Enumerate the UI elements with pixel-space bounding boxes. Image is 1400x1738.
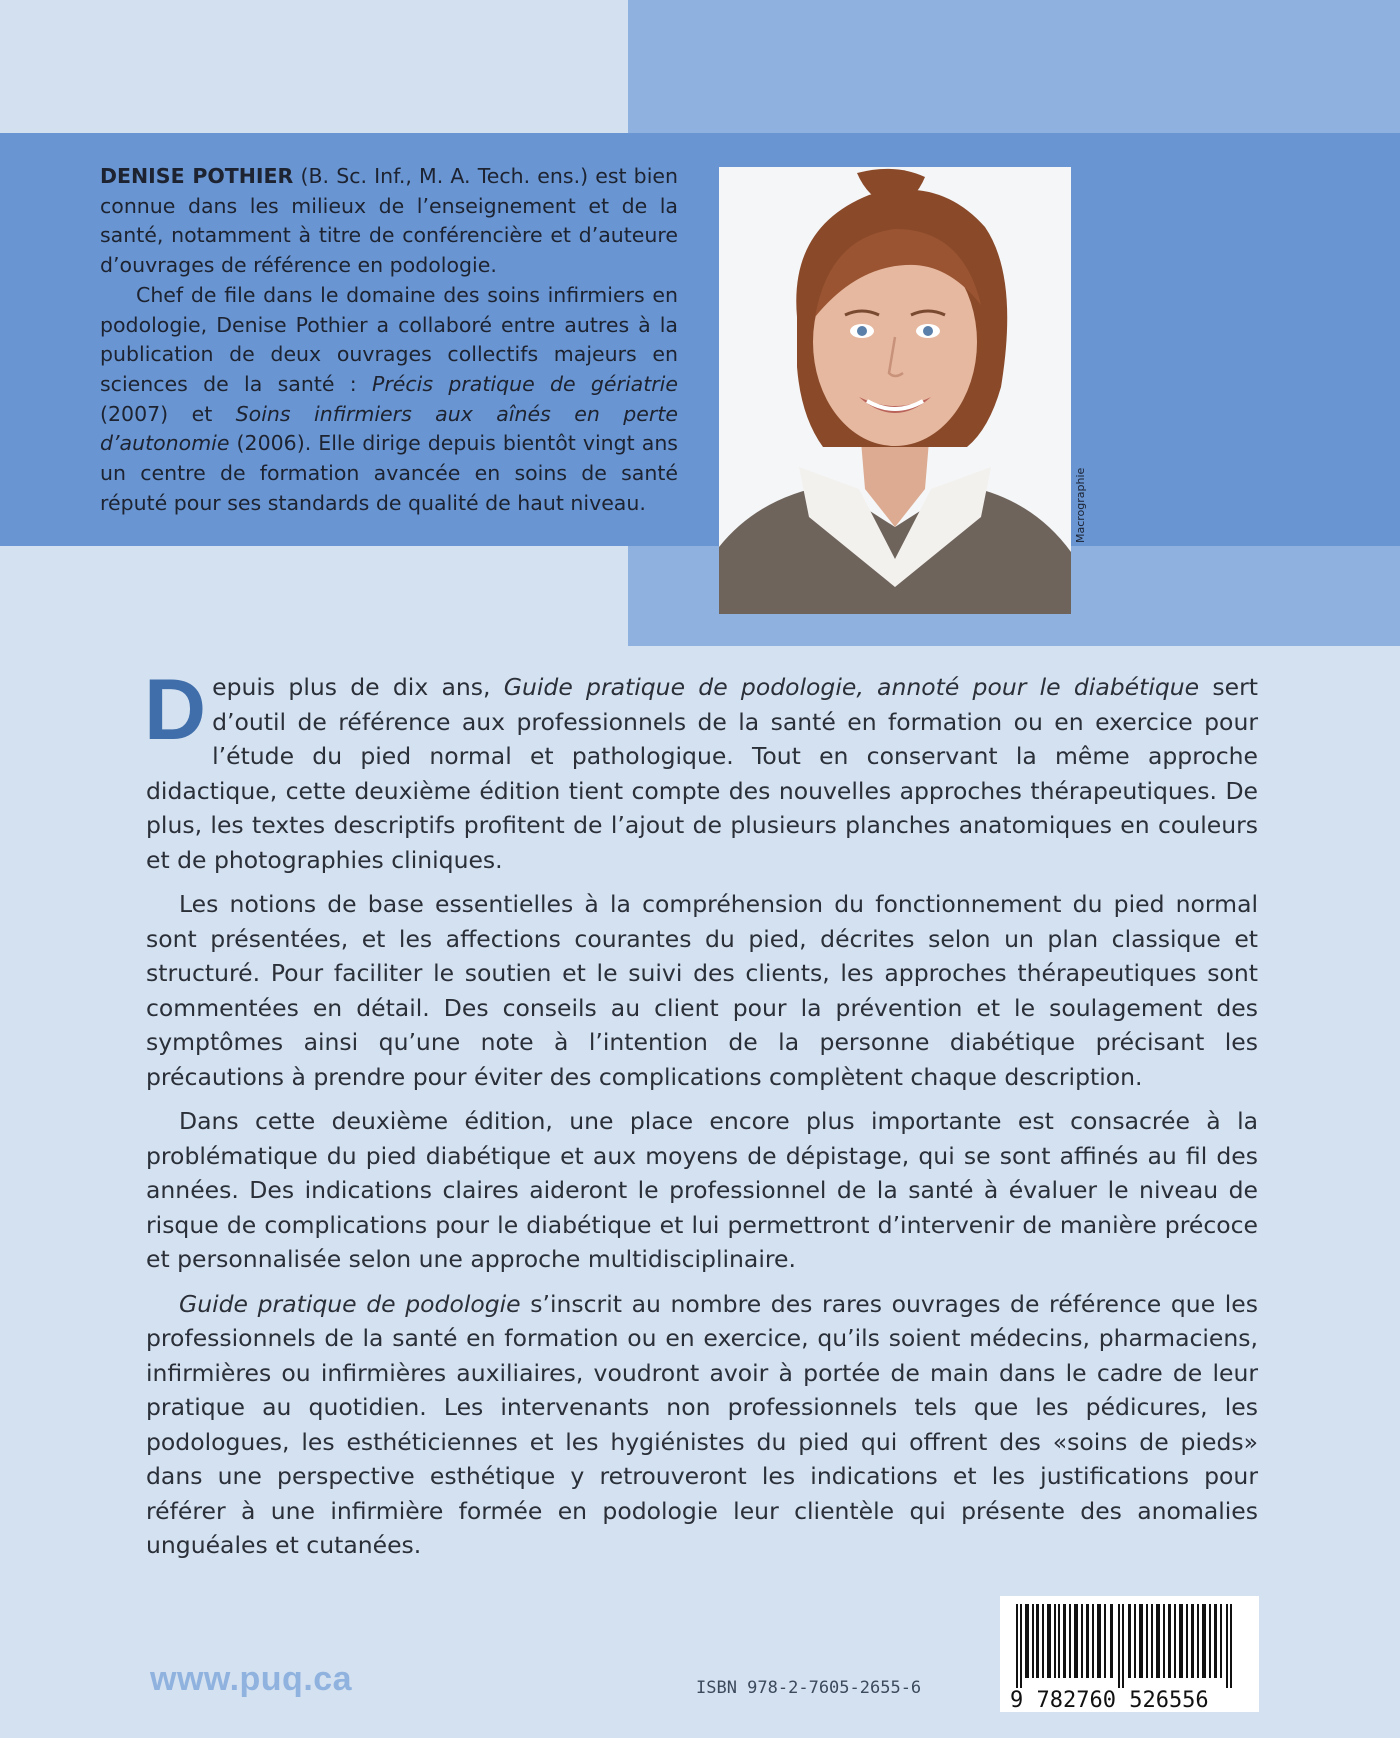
book-title-short: Guide pratique de podologie <box>179 1289 521 1318</box>
bio-paragraph-2 <box>100 281 678 519</box>
barcode-digits: 9 782760 526556 <box>1010 1688 1209 1713</box>
description-paragraph-1 <box>144 662 1258 877</box>
author-photo <box>719 167 1071 614</box>
description-text-1a: epuis plus de dix ans, <box>212 673 504 701</box>
bio-text-2b: (2007) et <box>100 401 236 426</box>
book-title-soins-infirmiers: Soins infirmiers aux aînés en perte d’autonomie <box>100 401 678 456</box>
bio-text-2c: (2006). Elle dirige depuis bientôt vingt ans un centre de formation avancée en soins de santé réputé pour ses standards de qualité de haut niveau. <box>100 431 678 515</box>
photo-credit: Macrographie <box>1074 467 1087 543</box>
author-bio <box>100 162 678 518</box>
top-left-background <box>0 0 628 133</box>
bio-text-1: (B. Sc. Inf., M. A. Tech. ens.) est bien connue dans les milieux de l’enseignement et de la santé, notamment à titre de conférencière et d’auteure d’ouvrages de référence en podologie. <box>100 164 678 278</box>
isbn-label: ISBN 978-2-7605-2655-6 <box>696 1678 922 1698</box>
book-title-geriatrie: Précis pratique de gériatrie <box>371 371 678 396</box>
bio-text-2a: Chef de file dans le domaine des soins infirmiers en podologie, Denise Pothier a collaboré entre autres à la publication de deux ouvrages collectifs majeurs en sciences de la santé : <box>100 282 678 396</box>
description-paragraph-2: Les notions de base essentielles à la compréhension du fonctionnement du pied normal sont présentées, et les affections courantes du pied, décrites selon un plan classique et structuré. Pour faciliter le soutien et le suivi des clients, les approches thérapeutiques sont commentées en détail. Des conseils au client pour la prévention et le soulagement des symptômes ainsi qu’une note à l’intention de la personne diabétique précisant les précautions à prendre pour éviter des complications complètent chaque description. <box>146 890 1258 1091</box>
publisher-url[interactable]: www.puq.ca <box>150 1660 353 1698</box>
bio-paragraph-1 <box>100 162 678 281</box>
description-paragraph-4 <box>146 1287 1258 1563</box>
book-title-main: Guide pratique de podologie, annoté pour le diabétique <box>503 673 1200 701</box>
description-text-1b: sert d’outil de référence aux professionnels de la santé en formation ou en exercice pour l’étude du pied normal et pathologique. Tout en conservant la même approche didactique, cette deuxième édition tient compte des nouvelles approches thérapeutiques. De plus, les textes descriptifs profitent de l’ajout de plusieurs planches anatomiques en couleurs et de photographies cliniques. <box>146 673 1258 874</box>
book-description <box>144 662 1258 1573</box>
description-text-4: s’inscrit au nombre des rares ouvrages de référence que les professionnels de la santé en formation ou en exercice, qu’ils soient médecins, pharmaciens, infirmières ou infirmières auxiliaires, voudront avoir à portée de main dans le cadre de leur pratique au quotidien. Les intervenants non professionnels tels que les pédicures, les podologues, les esthéticiennes et les hygiénistes du pied qui offrent des «soins de pieds» dans une perspective esthétique y retrouveront les indications et les justifications pour référer à une infirmière formée en podologie leur clientèle qui présente des anomalies unguéales et cutanées. <box>146 1289 1258 1559</box>
author-name: DENISE POTHIER <box>100 164 294 188</box>
barcode-bars <box>1000 1596 1259 1688</box>
top-right-background <box>628 0 1400 133</box>
description-paragraph-3: Dans cette deuxième édition, une place encore plus importante est consacrée à la problématique du pied diabétique et aux moyens de dépistage, qui se sont affinés au fil des années. Des indications claires aideront le professionnel de la santé à évaluer le niveau de risque de complications pour le diabétique et lui permettront d’intervenir de manière précoce et personnalisée selon une approche multidisciplinaire. <box>146 1107 1258 1273</box>
drop-cap: D <box>144 662 207 758</box>
